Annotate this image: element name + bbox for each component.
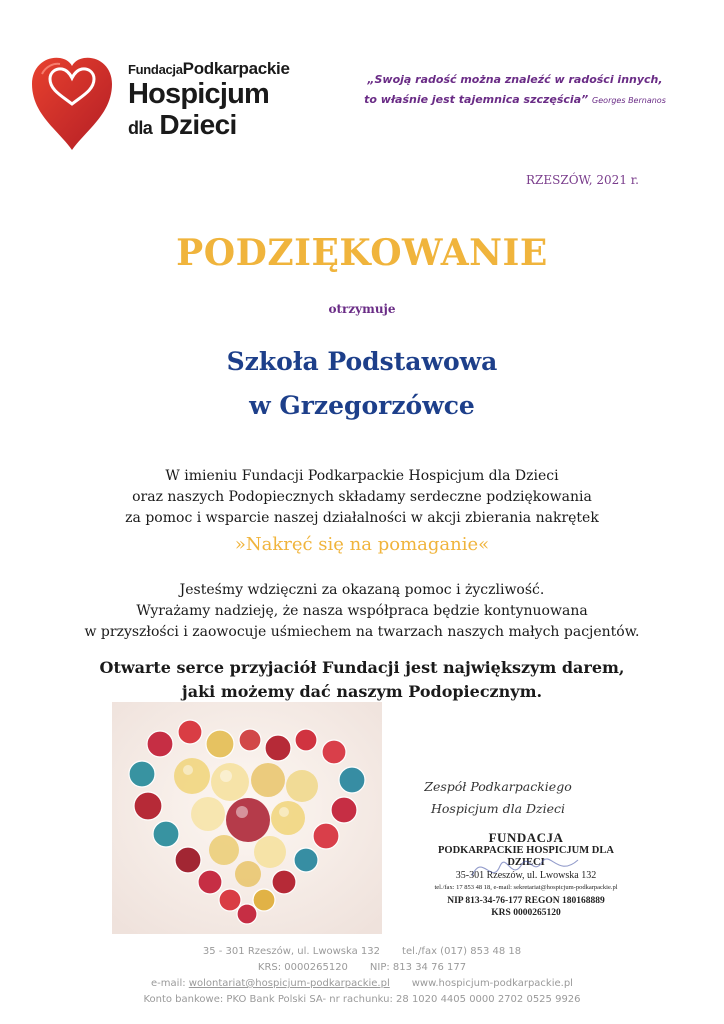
quote-line-1: „Swoją radość można znaleźć w radości innych,: [367, 73, 663, 86]
paragraph-line: za pomoc i wsparcie naszej działalności w akcji zbierania nakrętek: [125, 510, 599, 526]
gratitude-paragraph: [20, 580, 704, 643]
paragraph-line: oraz naszych Podopiecznych składamy serdeczne podziękowania: [132, 489, 592, 505]
bottle-caps-heart-photo: [112, 702, 382, 934]
quote-line-2: to właśnie jest tajemnica szczęścia”: [364, 93, 589, 106]
stamp-line-3: 35-301 Rzeszów, ul. Lwowska 132: [455, 869, 597, 881]
recipient-line-2: w Grzegorzówce: [249, 391, 475, 420]
recipient-name: [0, 340, 724, 428]
signature-line-2: Hospicjum dla Dzieci: [430, 801, 566, 816]
campaign-name: »Nakręć się na pomaganie«: [234, 534, 490, 555]
header-quote: [330, 70, 700, 111]
receives-label: otrzymuje: [328, 302, 396, 316]
footer-website-link[interactable]: www.hospicjum-podkarpackie.pl: [411, 978, 573, 989]
paragraph-line: Jesteśmy wdzięczni za okazaną pomoc i życzliwość.: [179, 582, 545, 598]
quote-author: Georges Bernanos: [592, 96, 666, 105]
document-date: RZESZÓW, 2021 r.: [526, 173, 639, 187]
logo-children: Dzieci: [159, 109, 237, 140]
paragraph-line: w przyszłości i zaowocuje uśmiechem na twarzach naszych małych pacjentów.: [84, 624, 640, 640]
closing-paragraph: [20, 656, 704, 704]
paragraph-line: Otwarte serce przyjaciół Fundacji jest największym darem,: [99, 658, 625, 677]
signature-line-1: Zespół Podkarpackiego: [424, 779, 572, 794]
footer-krs: KRS: 0000265120: [257, 962, 348, 973]
stamp-line-4: tel./fax: 17 853 48 18, e-mail: sekretariat@hospicjum-podkarpackie.pl: [434, 884, 618, 891]
footer-bank-account: Konto bankowe: PKO Bank Polski SA- nr rachunku: 28 1020 4405 0000 2702 0525 9926: [143, 994, 581, 1005]
paragraph-line: W imieniu Fundacji Podkarpackie Hospicjum dla Dzieci: [165, 468, 559, 484]
team-signature: [388, 776, 608, 820]
paragraph-line: Wyrażamy nadzieję, że nasza współpraca będzie kontynuowana: [136, 603, 588, 619]
footer-address: 35 - 301 Rzeszów, ul. Lwowska 132: [202, 946, 381, 957]
footer-nip: NIP: 813 34 76 177: [369, 962, 467, 973]
hospice-heart-logo-icon: [28, 52, 116, 152]
certificate-title: PODZIĘKOWANIE: [176, 232, 548, 274]
foundation-logo-text: [128, 60, 290, 139]
footer-contact-info: [0, 944, 724, 1008]
thanks-paragraph: [20, 466, 704, 529]
footer-email-label: e-mail:: [151, 978, 186, 989]
recipient-line-1: Szkoła Podstawowa: [226, 347, 498, 376]
caps-heart-illustration: [112, 702, 382, 934]
logo-region: Podkarpackie: [182, 59, 290, 78]
logo-dla: dla: [128, 118, 153, 138]
stamp-line-6: KRS 0000265120: [491, 908, 561, 918]
logo-prefix: Fundacja: [128, 62, 183, 77]
logo-hospice: Hospicjum: [128, 78, 270, 110]
footer-phone: tel./fax (017) 853 48 18: [402, 946, 522, 957]
stamp-line-2: PODKARPACKIE HOSPICJUM DLA DZIECI: [438, 844, 614, 868]
footer-email-link[interactable]: wolontariat@hospicjum-podkarpackie.pl: [188, 978, 390, 989]
stamp-line-5: NIP 813-34-76-177 REGON 180168889: [447, 895, 605, 906]
handwritten-signature-icon: [466, 842, 586, 892]
stamp-line-1: FUNDACJA: [488, 830, 564, 845]
paragraph-line: jaki możemy dać naszym Podopiecznym.: [181, 682, 543, 701]
